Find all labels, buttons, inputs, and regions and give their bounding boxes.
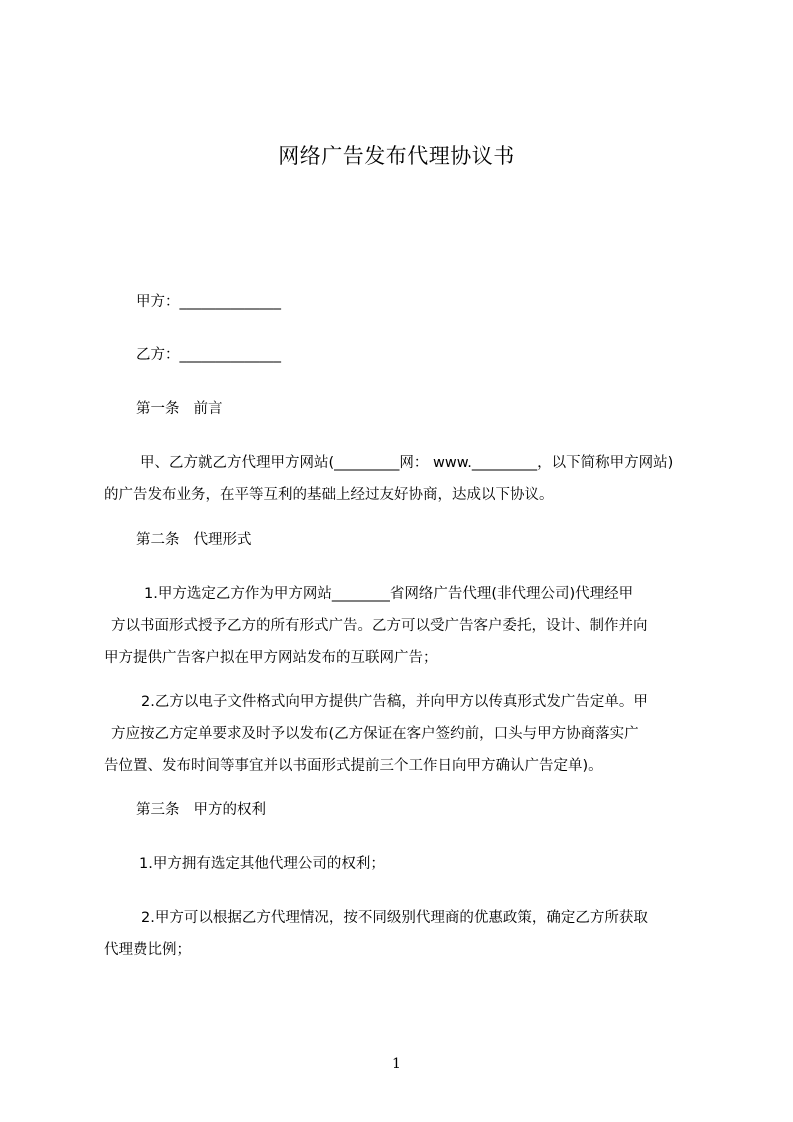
- article-2-heading: [136, 529, 252, 551]
- paragraph-line: 甲、乙方就乙方代理甲方网站(_________网： www._________，以下简称甲方网站): [140, 455, 674, 471]
- article-3-heading: [136, 799, 266, 821]
- article-2-item-1: [104, 578, 700, 674]
- article-1-title: 前言: [193, 401, 223, 417]
- paragraph-line: 告位置、发布时间等事宜并以书面形式提前三个工作日向甲方确认广告定单)。: [104, 758, 603, 774]
- paragraph-line: 2.甲方可以根据乙方代理情况，按不同级别代理商的优惠政策，确定乙方所获取: [141, 910, 648, 926]
- article-1-number: 第一条: [136, 401, 180, 417]
- article-1-heading: [136, 398, 223, 420]
- article-2-item-2: [104, 686, 700, 782]
- paragraph-line: 代理费比例；: [104, 942, 191, 958]
- paragraph-line: 的广告发布业务，在平等互利的基础上经过友好协商，达成以下协议。: [104, 487, 554, 503]
- paragraph-line: 方以书面形式授予乙方的所有形式广告。乙方可以受广告客户委托，设计、制作并向: [111, 618, 648, 634]
- article-3-title: 甲方的权利: [193, 802, 266, 818]
- paragraph-line: 1.甲方拥有选定其他代理公司的权利；: [139, 856, 385, 872]
- paragraph-line: 甲方提供广告客户拟在甲方网站发布的互联网广告；: [104, 650, 438, 666]
- paragraph-line: 方应按乙方定单要求及时予以发布(乙方保证在客户签约前，口头与甲方协商落实广: [111, 726, 639, 742]
- article-3-item-1: [104, 848, 700, 880]
- article-3-number: 第三条: [136, 802, 180, 818]
- document-title: 网络广告发布代理协议书: [278, 144, 515, 168]
- page-number: 1: [392, 1056, 401, 1072]
- party-a-line: 甲方：______________: [136, 294, 281, 310]
- party-b-line: 乙方：______________: [136, 347, 281, 363]
- article-2-title: 代理形式: [193, 532, 252, 548]
- paragraph-line: 2.乙方以电子文件格式向甲方提供广告稿，并向甲方以传真形式发广告定单。甲: [141, 694, 648, 710]
- article-2-number: 第二条: [136, 532, 180, 548]
- article-3-item-2: [104, 902, 700, 966]
- paragraph-line: 1.甲方选定乙方作为甲方网站________省网络广告代理(非代理公司)代理经甲: [144, 586, 634, 602]
- article-1-paragraph: [104, 447, 700, 511]
